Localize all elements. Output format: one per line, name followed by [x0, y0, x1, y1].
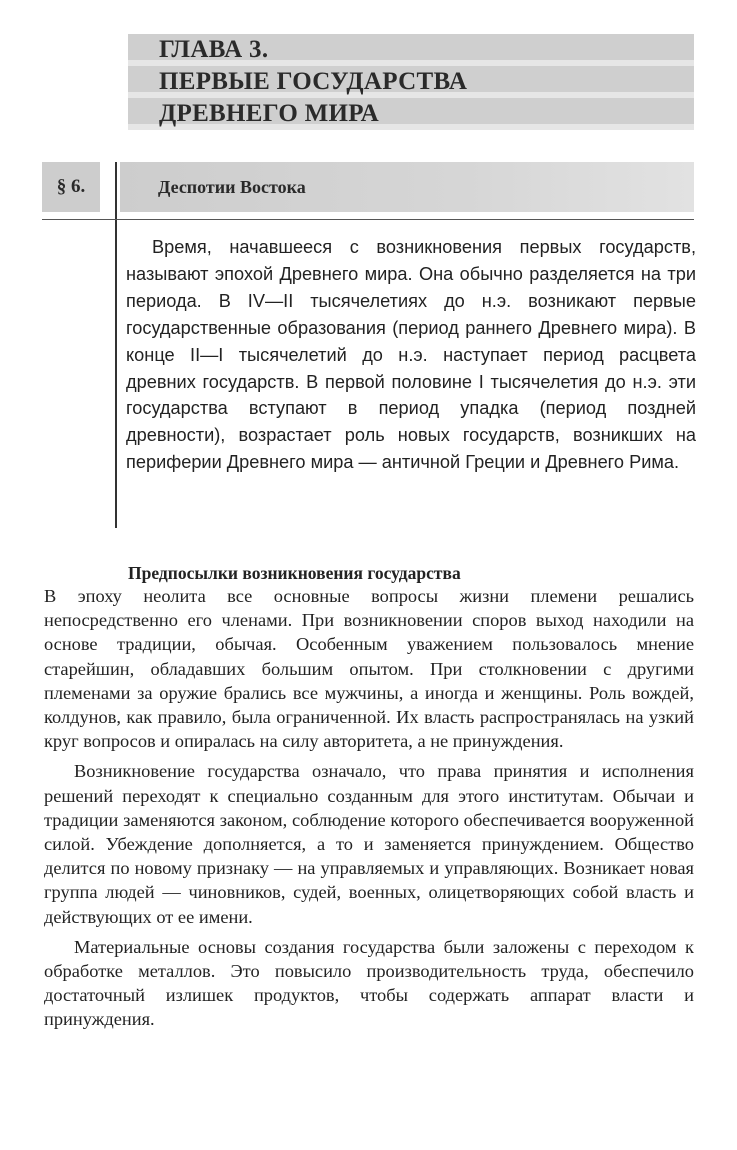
body-paragraph: В эпоху неолита все основные вопросы жизни племени решались непосредственно его членами. При возникновении споров выход находили на основе традиции, обычая. Особенным уважением пользовалось мнение старейшин, обладавших большим опытом. При столкновении с другими племенами за оружие брались все мужчины, а иногда и женщины. Роль вождей, колдунов, как правило, была ограниченной. Их власть распространялась на узкий круг вопросов и опиралась на силу авторитета, а не принуждения.	[44, 586, 694, 752]
body-paragraph: Возникновение государства означало, что права принятия и исполнения решений переходят к специально созданным для этого институтам. Обычаи и традиции заменяются законом, соблюдение которого обеспечивается вооруженной силой. Убеждение дополняется, а то и заменяется принуждением. Общество делится по новому признаку — на управляемых и управляющих. Возникает новая группа людей — чиновников, судей, военных, олицетворяющих собой власть и действующих от ее имени.	[44, 761, 694, 927]
body-text	[44, 584, 694, 1038]
chapter-title-line: ДРЕВНЕГО МИРА	[159, 100, 379, 127]
section-title: Деспотии Востока	[158, 177, 306, 197]
chapter-title-line: ГЛАВА 3.	[159, 36, 269, 63]
vertical-rule	[115, 162, 117, 528]
intro-paragraph: Время, начавшееся с возникновения первых государств, называют эпохой Древнего мира. Она обычно разделяется на три периода. В IV—II тысячелетиях до н.э. возникают первые государственные образования (период раннего Древнего мира). В конце II—I тысячелетий до н.э. наступает период расцвета древних государств. В первой половине I тысячелетия до н.э. эти государства вступают в период упадка (период поздней древности), возрастает роль новых государств, возникших на периферии Древнего мира — античной Греции и Древнего Рима.	[126, 237, 696, 473]
chapter-title-line: ПЕРВЫЕ ГОСУДАРСТВА	[159, 68, 468, 95]
chapter-title	[159, 34, 467, 130]
body-paragraph: Материальные основы создания государства были заложены с переходом к обработке металлов. Это повысило производительность труда, обеспечило достаточный излишек продуктов, чтобы содержать аппарат власти и принуждения.	[44, 936, 694, 1030]
horizontal-rule	[42, 219, 694, 220]
section-number: § 6.	[56, 176, 86, 197]
subheading: Предпосылки возникновения государства	[128, 563, 461, 583]
